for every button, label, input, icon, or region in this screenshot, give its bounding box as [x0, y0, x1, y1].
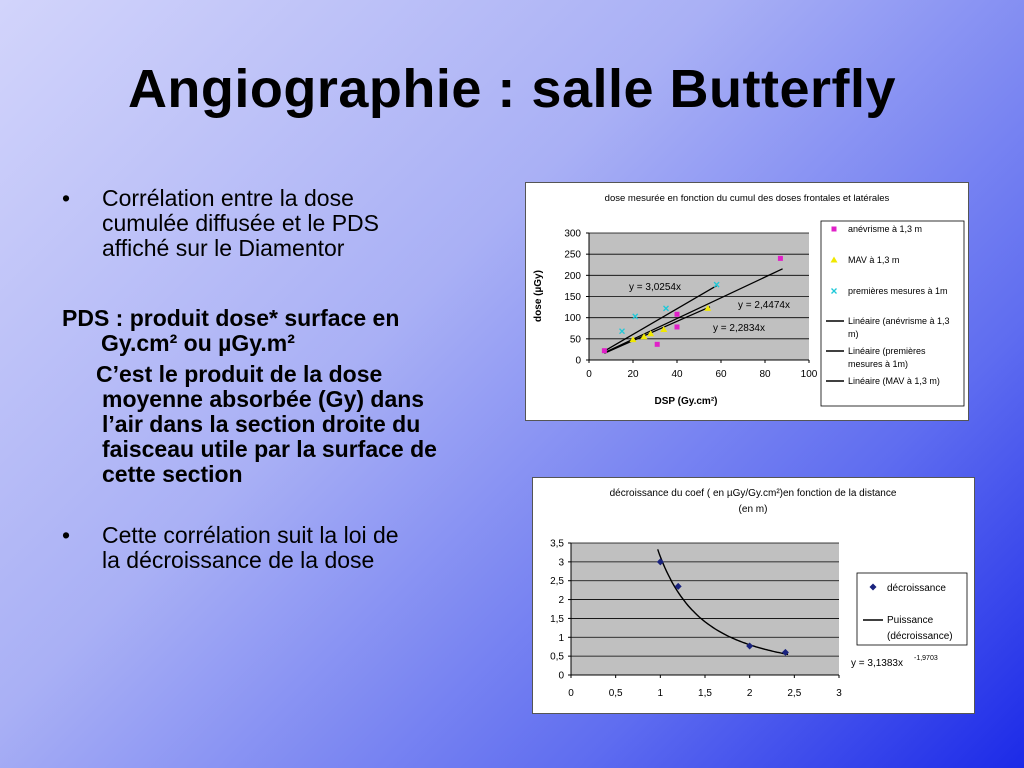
- y-tick-label: 0: [575, 355, 581, 367]
- legend-label: m): [848, 329, 859, 339]
- trendline-equation: y = 2,2834x: [713, 323, 765, 334]
- slide-title: Angiographie : salle Butterfly: [127, 59, 897, 119]
- decroissance-chart-panel: [532, 477, 975, 714]
- trendline-equation: y = 3,1383x: [851, 658, 903, 669]
- y-tick-label: 2: [558, 595, 564, 607]
- legend-label: premières mesures à 1m: [848, 286, 948, 296]
- legend-label: Linéaire (anévrisme à 1,3: [848, 316, 950, 326]
- legend-label: mesures à 1m): [848, 359, 909, 369]
- data-point: [655, 342, 660, 347]
- pds-expl-line: cette section: [102, 461, 243, 487]
- legend-label: anévrisme à 1,3 m: [848, 224, 923, 234]
- y-tick-label: 250: [564, 249, 581, 261]
- y-tick-label: 300: [564, 228, 581, 240]
- x-axis-label: DSP (Gy.cm²): [654, 396, 718, 407]
- y-tick-label: 200: [564, 270, 581, 282]
- x-tick-label: 80: [759, 369, 771, 380]
- pds-expl-line: faisceau utile par la surface de: [102, 436, 437, 462]
- y-tick-label: 1,5: [550, 613, 564, 625]
- pds-explanation: [96, 361, 437, 487]
- legend-label: Linéaire (premières: [848, 346, 926, 356]
- chart-title: dose mesurée en fonction du cumul des doses frontales et latérales: [604, 193, 890, 204]
- bullet-line: cumulée diffusée et le PDS: [102, 210, 380, 236]
- x-tick-label: 3: [836, 688, 842, 699]
- y-tick-label: 3,5: [550, 538, 564, 550]
- y-tick-label: 1: [558, 632, 564, 644]
- pds-expl-line: l’air dans la section droite du: [102, 411, 421, 437]
- data-point: [832, 227, 837, 232]
- x-tick-label: 0: [586, 369, 592, 380]
- y-tick-label: 3: [558, 557, 564, 569]
- dose-chart: [526, 183, 968, 420]
- bullet-decroissance: [62, 522, 399, 573]
- x-tick-label: 0,5: [608, 688, 623, 699]
- dose-chart-panel: [525, 182, 969, 421]
- pds-line: Gy.cm² ou µGy.m²: [101, 330, 295, 356]
- trendline-equation: y = 2,4474x: [738, 300, 790, 311]
- y-tick-label: 150: [564, 292, 581, 303]
- y-tick-label: 2,5: [550, 576, 564, 588]
- pds-definition: [62, 306, 399, 356]
- trendline-equation: y = 3,0254x: [629, 282, 681, 293]
- bullet-line: Corrélation entre la dose: [102, 185, 354, 211]
- legend-label: MAV à 1,3 m: [848, 255, 900, 265]
- y-axis-label: dose (µGy): [533, 270, 544, 322]
- pds-expl-line: moyenne absorbée (Gy) dans: [102, 386, 425, 412]
- x-tick-label: 20: [627, 369, 639, 380]
- x-tick-label: 100: [800, 369, 818, 380]
- chart-title: (en m): [738, 504, 768, 515]
- bullet-marker: •: [62, 522, 71, 548]
- y-tick-label: 0,5: [550, 651, 564, 663]
- plot-area: [571, 543, 839, 675]
- x-tick-label: 2,5: [787, 688, 802, 699]
- data-point: [675, 312, 680, 317]
- pds-expl-line: C’est le produit de la dose: [96, 361, 383, 387]
- x-tick-label: 40: [671, 369, 683, 380]
- x-tick-label: 1,5: [698, 688, 712, 699]
- bullet-line: la décroissance de la dose: [102, 547, 375, 573]
- bullet-line: affiché sur le Diamentor: [102, 235, 345, 261]
- data-point: [778, 256, 783, 261]
- bullet-line: Cette corrélation suit la loi de: [102, 522, 399, 548]
- legend-label: Linéaire (MAV à 1,3 m): [848, 376, 940, 386]
- bullet-correlation: [62, 185, 380, 261]
- y-tick-label: 0: [558, 670, 564, 682]
- x-tick-label: 2: [746, 688, 753, 699]
- legend-label: Puissance: [887, 615, 934, 626]
- trendline-exponent: -1,9703: [914, 655, 938, 662]
- data-point: [675, 324, 680, 329]
- x-tick-label: 1: [657, 688, 664, 699]
- legend-label: décroissance: [887, 583, 946, 594]
- decroissance-chart: [533, 478, 974, 713]
- chart-title: décroissance du coef ( en µGy/Gy.cm²)en fonction de la distance: [609, 488, 897, 499]
- x-tick-label: 60: [715, 369, 727, 380]
- data-point: [602, 348, 607, 353]
- bullet-marker: •: [62, 185, 71, 211]
- y-tick-label: 50: [569, 334, 581, 346]
- x-tick-label: 0: [568, 688, 574, 699]
- y-tick-label: 100: [564, 313, 581, 325]
- legend-label: (décroissance): [887, 631, 953, 642]
- pds-line: PDS : produit dose* surface en: [62, 305, 400, 331]
